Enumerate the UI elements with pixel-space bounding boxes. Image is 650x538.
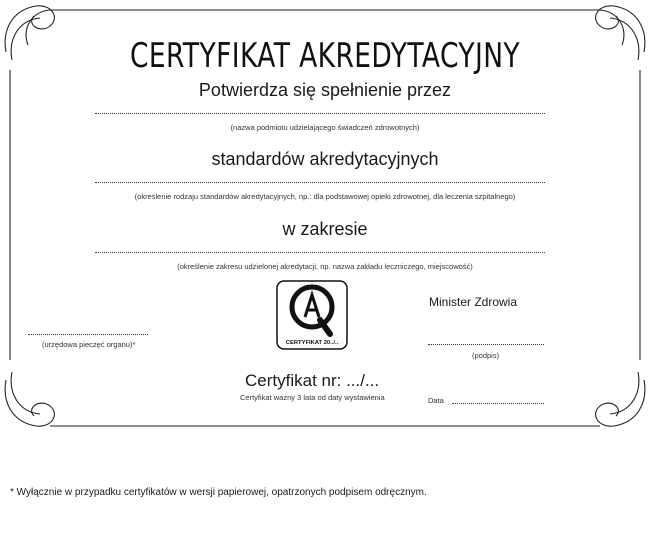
seal-label: (urzędowa pieczęć organu)* [42, 340, 136, 349]
standards-hint: (określenie rodzaju standardów akredytacyjnych, np.: dla podstawowej opieki zdrowotnej, dla leczenia szpitalnego) [134, 192, 516, 201]
logo-text: CERTYFIKAT 20../.. [285, 340, 339, 346]
intro-line: Potwierdza się spełnienie przez [198, 80, 452, 100]
minister-label: Minister Zdrowia [429, 295, 518, 309]
scope-line: w zakresie [282, 219, 368, 239]
standards-line: standardów akredytacyjnych [211, 149, 439, 169]
standards-dotted-line [95, 182, 545, 183]
date-label: Data [428, 396, 444, 405]
signature-dotted-line [428, 344, 544, 345]
scope-hint: (określenie zakresu udzielonej akredytacji, np. nazwa zakładu leczniczego, miejscowość) [177, 262, 473, 271]
validity-note: Certyfikat ważny 3 lata od daty wystawienia [240, 393, 385, 402]
footnote: * Wyłącznie w przypadku certyfikatów w wersji papierowej, opatrzonych podpisem odręcznym. [10, 487, 427, 498]
entity-hint: (nazwa podmiotu udzielającego świadczeń zdrowotnych) [230, 123, 420, 132]
scope-dotted-line [95, 252, 545, 253]
accreditation-logo [276, 280, 348, 350]
certificate-number: Certyfikat nr: .../... [245, 371, 380, 390]
certificate-title: CERTYFIKAT AKREDYTACYJNY [129, 36, 521, 76]
signature-label: (podpis) [472, 351, 500, 360]
entity-dotted-line [95, 113, 545, 114]
date-dotted-line [452, 403, 544, 404]
seal-dotted-line [28, 334, 148, 335]
